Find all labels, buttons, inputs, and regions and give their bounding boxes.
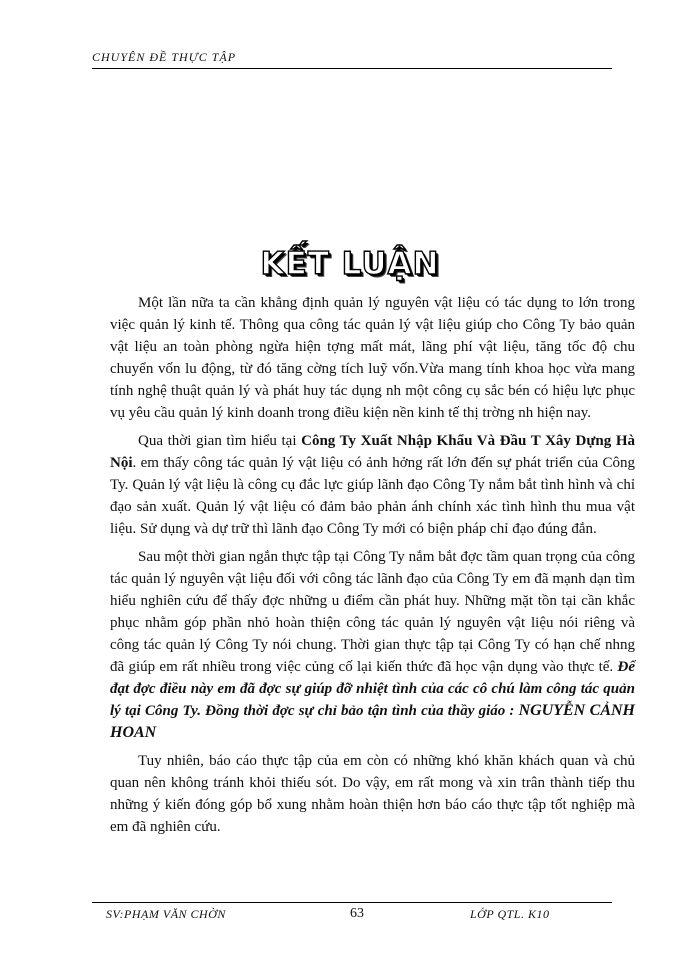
paragraph-3: [110, 546, 635, 744]
page-header: [92, 46, 612, 69]
paragraph-2: [110, 430, 635, 540]
paragraph-3-text: Sau một thời gian ngắn thực tập tại Công Ty nắm bắt đợc tầm quan trọng của công tác quản lý nguyên vật liệu đối với công tác lãnh đạo của Công Ty em đã mạnh dạn tìm hiểu nghiên cứu để thấy đợc những u điểm cần phát huy. Những mặt tồn tại cần khắc phục nhằm góp phần nhỏ hoàn thiện công tác quản lý nguyên vật liệu nói riêng và công tác quản lý Công Ty nói chung. Thời gian thực tập tại Công Ty có hạn chế nhng đã giúp em rất nhiều trong việc củng cố lại kiến thức đã học vận dụng vào thực tế.: [110, 549, 635, 675]
paragraph-2-intro: Qua thời gian tìm hiểu tại: [138, 433, 302, 449]
acknowledgement-text: Để đạt đợc điều này em đã đợc sự giúp đỡ nhiệt tình của các cô chú làm công tác quản lý tại Công Ty. Đồng thời đợc sự chỉ bảo tận tình của thầy giáo :: [110, 659, 635, 719]
footer-class: LỚP QTL. K10: [470, 907, 550, 921]
footer-student: SV:PHẠM VĂN CHỜN: [106, 907, 226, 921]
page-title: KẾT LUẬN: [260, 246, 440, 282]
paragraph-4: Tuy nhiên, báo cáo thực tập của em còn có những khó khăn khách quan và chủ quan nên không tránh khỏi thiếu sót. Do vậy, em rất mong và xin trân thành tiếp thu những ý kiến đóng góp bổ xung nhằm hoàn thiện hơn báo cáo thực tập tốt nghiệp mà em đã nghiên cứu.: [110, 753, 635, 835]
page-number: 63: [350, 906, 364, 921]
page-footer: [92, 902, 612, 923]
paragraph-1: Một lần nữa ta cần khẳng định quản lý nguyên vật liệu có tác dụng to lớn trong việc quản lý kinh tế. Thông qua công tác quản lý vật liệu giúp cho Công Ty bảo quản vật liệu an toàn phòng ngừa hiện tợng mất mát, lãng phí vật liệu, tăng tốc độ chu chuyển vốn lu động, từ đó tăng cờng tích luỹ vốn.Vừa mang tính khoa học vừa mang tính nghệ thuật quản lý và phát huy tác dụng nh một công cụ sắc bén có hiệu lực phục vụ yêu cầu quản lý kinh doanh trong điều kiện nền kinh tế thị trờng nh hiện nay.: [110, 295, 635, 421]
paragraph-2-text: . em thấy công tác quản lý vật liệu có ảnh hởng rất lớn đến sự phát triển của Công Ty. Quản lý vật liệu là công cụ đắc lực giúp lãnh đạo Công Ty nắm bắt tình hình và chỉ đạo sản xuất. Quản lý vật liệu có đảm bảo phản ánh chính xác tình hình thu mua vật liệu. Sử dụng và dự trữ thì lãnh đạo Công Ty mới có biện pháp chỉ đạo đúng đắn.: [110, 455, 635, 537]
company-name: Công Ty Xuất Nhập Khẩu Và Đầu T Xây Dựng Hà Nội: [110, 433, 635, 471]
header-text: CHUYÊN ĐỀ THỰC TẬP: [92, 50, 237, 64]
document-body: [110, 292, 635, 838]
teacher-name: NGUYỄN CẢNH HOAN: [110, 702, 635, 741]
